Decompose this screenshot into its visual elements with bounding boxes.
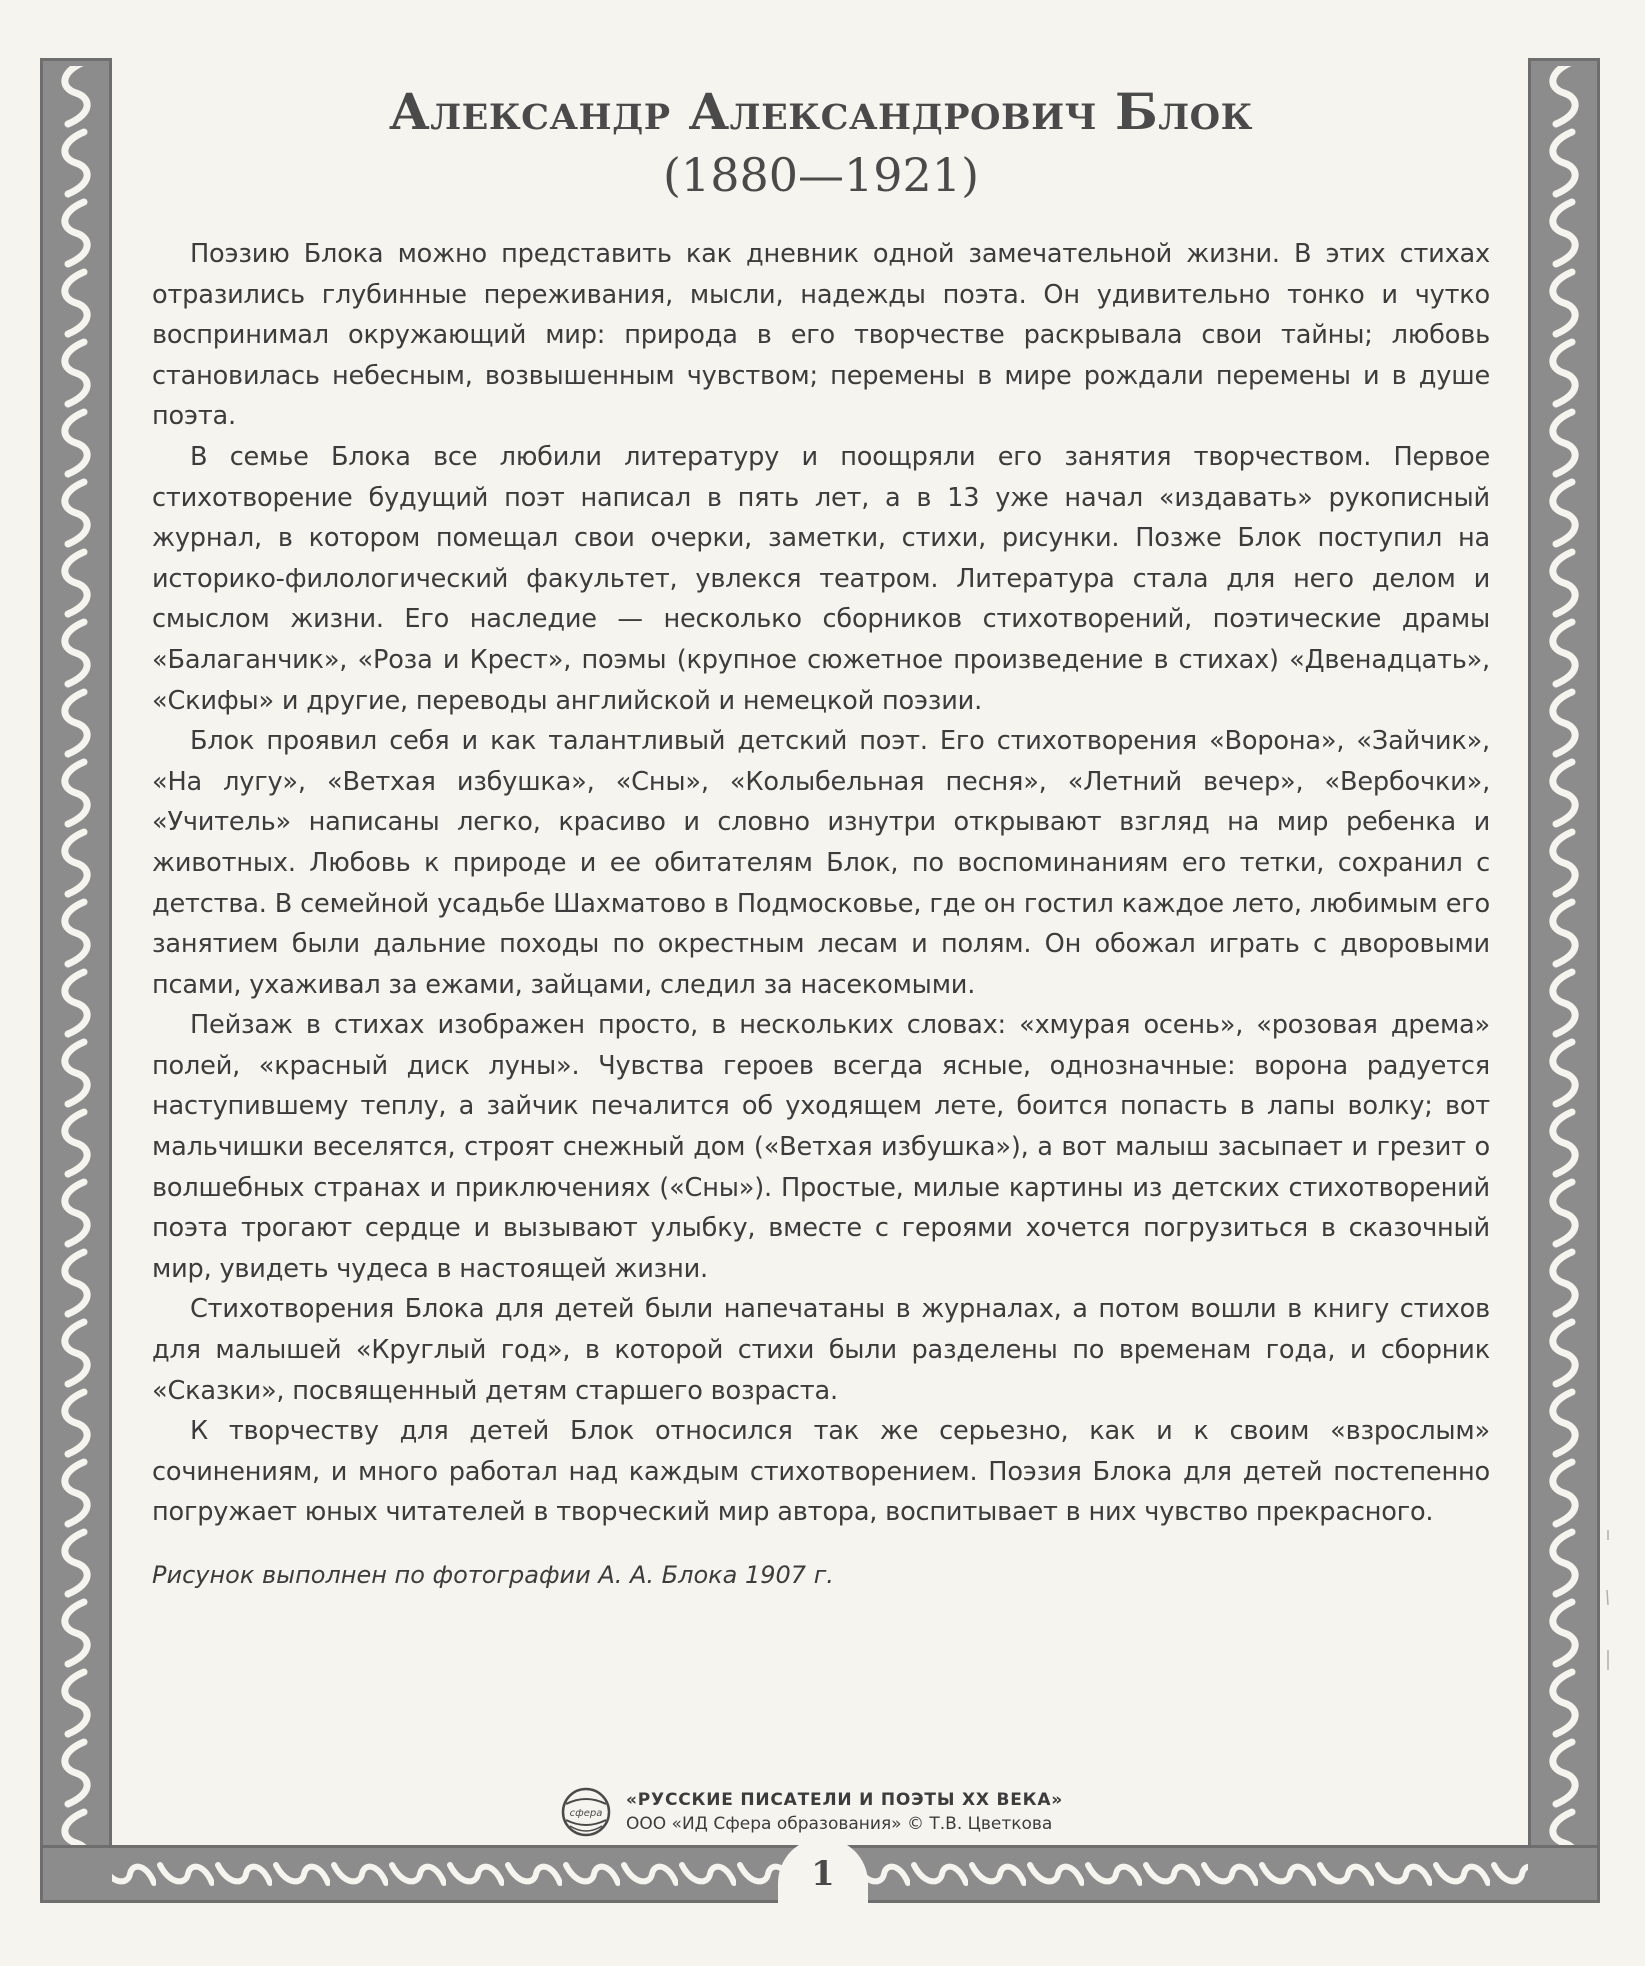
paragraph: К творчеству для детей Блок относился так же серьезно, как и к своим «взрослым» сочинениям, и много работал над каждым стихотворением. Поэзия Блока для детей постепенно погружает юных читателей в творческий мир автора, воспитывает в них чувство прекрасного. (152, 1416, 1490, 1528)
life-years: (1880—1921) (662, 148, 980, 202)
left-ornament-border (40, 58, 112, 1878)
paragraph: В семье Блока все любили литературу и поощряли его занятия творчеством. Первое стихотворение будущий поэт написал в пять лет, а в 13 уже начал «издавать» рукописный журнал, в котором помещал свои очерки, заметки, стихи, рисунки. Позже Блок поступил на историко-филологический факультет, увлекся театром. Литература стала для него делом и смыслом жизни. Его наследие — несколько сборников стихотворений, поэтические драмы «Балаганчик», «Роза и Крест», поэмы (крупное сюжетное произведение в стихах) «Двенадцать», «Скифы» и другие, переводы английской и немецкой поэзии. (152, 441, 1490, 716)
footer-text (626, 1790, 1063, 1834)
logo-text: сфера (569, 1808, 603, 1819)
image-caption: Рисунок выполнен по фотографии А. А. Блока 1907 г. (152, 1561, 834, 1589)
page-title: Александр Александрович Блок (388, 82, 1254, 141)
article (152, 80, 1490, 1589)
publisher-logo-icon (560, 1786, 612, 1838)
publisher-info: ООО «ИД Сфера образования» © Т.В. Цветкова (626, 1814, 1053, 1834)
paragraph: Поэзию Блока можно представить как дневник одной замечательной жизни. В этих стихах отразились глубинные переживания, мысли, надежды поэта. Он удивительно тонко и чутко воспринимал окружающий мир: природа в его творчестве раскрывала свои тайны; любовь становилась небесным, возвышенным чувством; перемены в мире рождали перемены и в душе поэта. (152, 239, 1490, 432)
right-ornament-border (1528, 58, 1600, 1878)
footer (560, 1782, 1160, 1842)
wave-ornament-icon (1528, 58, 1600, 1878)
wave-ornament-icon (40, 58, 112, 1878)
paragraph: Пейзаж в стихах изображен просто, в нескольких словах: «хмурая осень», «розовая дрема» полей, «красный диск луны». Чувства героев всегда ясные, однозначные: ворона радуется наступившему теплу, а зайчик печалится об уходящем лете, боится попасть в лапы волку; вот мальчишки веселятся, строят снежный дом («Ветхая избушка»), а вот малыш засыпает и грезит о волшебных странах и приключениях («Сны»). Простые, милые картины из детских стихотворений поэта трогают сердце и вызывают улыбку, вместе с героями хочется погрузиться в сказочный мир, увидеть чудеса в настоящей жизни. (152, 1010, 1490, 1284)
paragraph: Блок проявил себя и как талантливый детский поэт. Его стихотворения «Ворона», «Зайчик», «На лугу», «Ветхая избушка», «Сны», «Колыбельная песня», «Летний вечер», «Вербочки», «Учитель» написаны легко, красиво и словно изнутри открывают взгляд на мир ребенка и животных. Любовь к природе и ее обитателям Блок, по воспоминаниям его тетки, сохранил с детства. В семейной усадьбе Шахматово в Подмосковье, где он гостил каждое лето, любимым его занятием были дальние походы по окрестным лесам и полям. Он обожал играть с дворовыми псами, ухаживал за ежами, зайцами, следил за насекомыми. (152, 726, 1490, 1000)
series-title: «РУССКИЕ ПИСАТЕЛИ И ПОЭТЫ XX ВЕКА» (626, 1790, 1064, 1810)
scan-mark-decoration (1605, 1530, 1611, 1670)
page-number: 1 (778, 1838, 868, 1910)
paragraph: Стихотворения Блока для детей были напечатаны в журналах, а потом вошли в книгу стихов для малышей «Круглый год», в которой стихи были разделены по временам года, и сборник «Сказки», посвященный детям старшего возраста. (152, 1294, 1490, 1406)
